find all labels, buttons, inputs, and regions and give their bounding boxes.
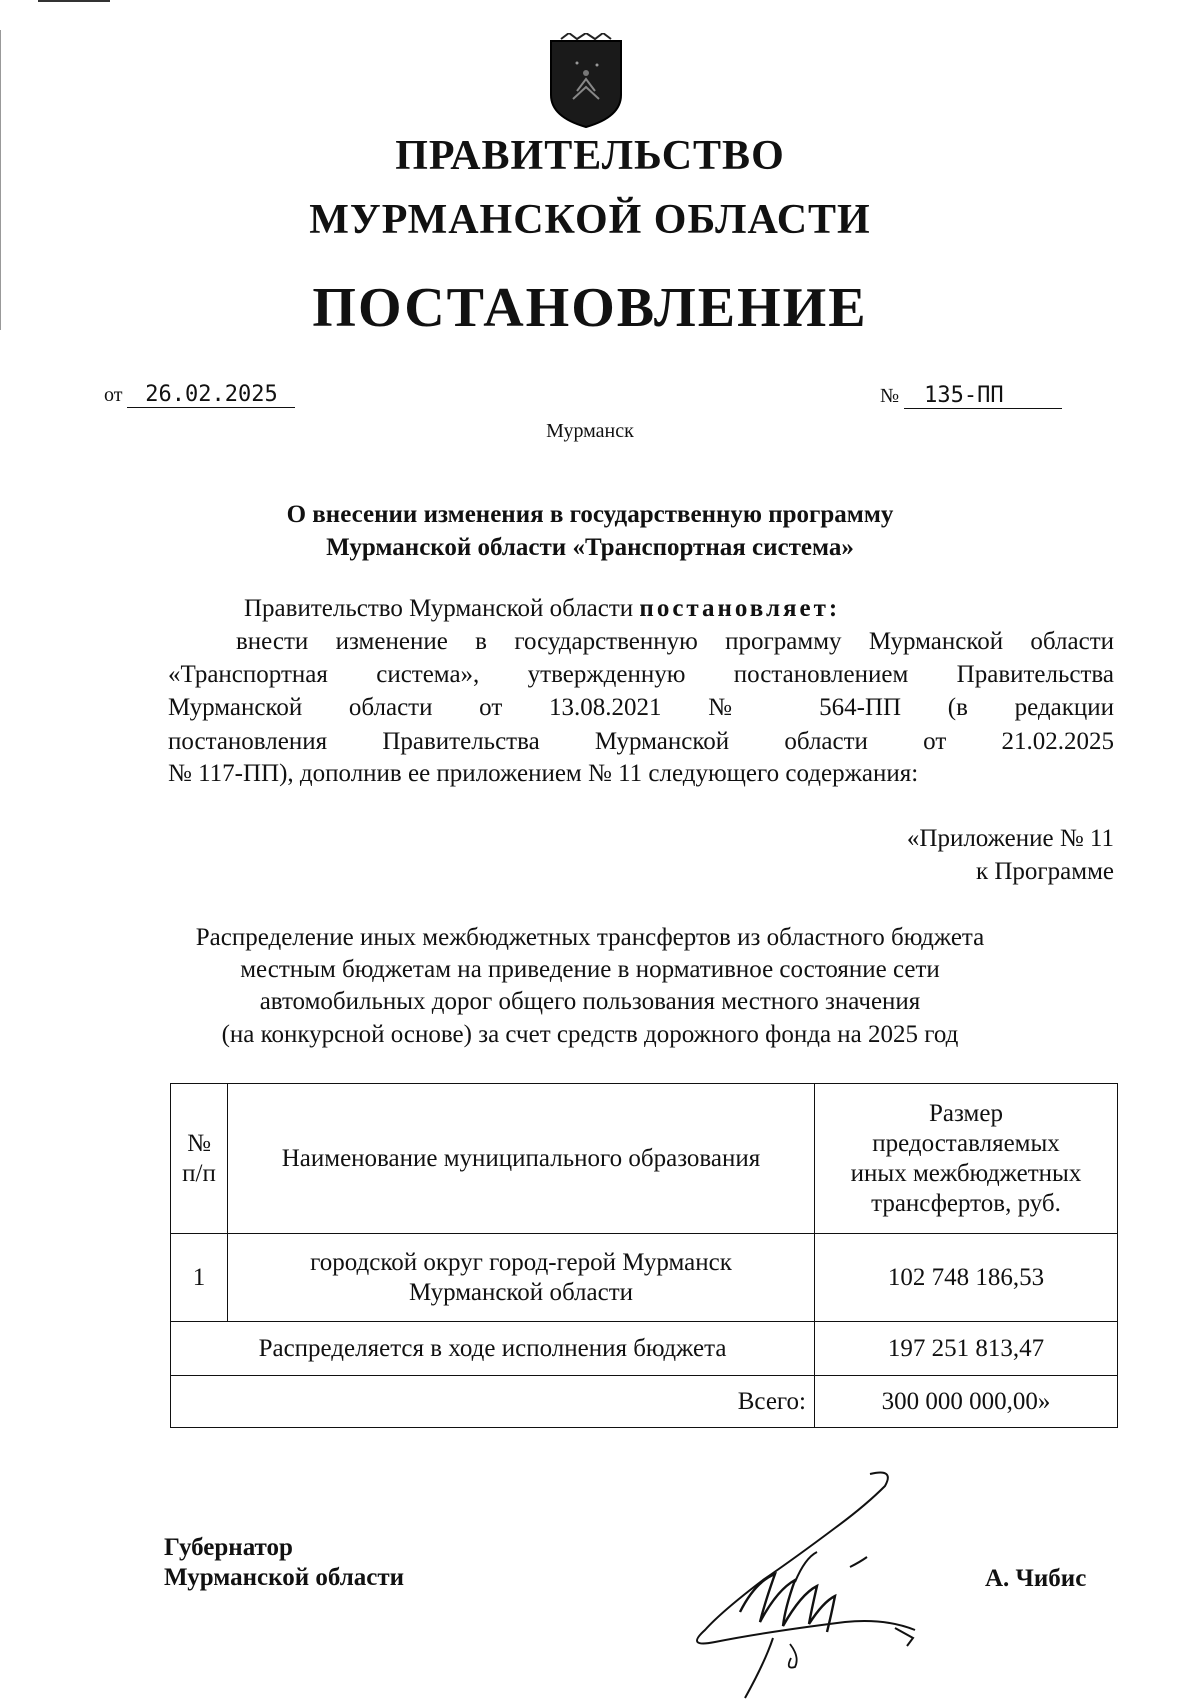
org-title-line1: ПРАВИТЕЛЬСТВО xyxy=(395,133,785,179)
body-line-5: № 117-ПП), дополнив ее приложением № 11 следующего содержания: xyxy=(168,760,919,787)
appendix-line2: к Программе xyxy=(975,858,1114,885)
preamble-verb: постановляет: xyxy=(639,595,841,622)
handwritten-signature xyxy=(645,1462,935,1702)
table-row xyxy=(171,1234,1118,1322)
number-line xyxy=(880,384,1062,409)
document-type-title: ПОСТАНОВЛЕНИЕ xyxy=(312,277,868,339)
row1-name-line1: городской округ город-герой Мурманск xyxy=(310,1248,732,1276)
header-amount xyxy=(815,1084,1118,1234)
row1-municipality xyxy=(228,1234,815,1322)
table-header-row xyxy=(171,1084,1118,1234)
document-number: 135-ПП xyxy=(904,384,1062,409)
row1-name-line2: Мурманской области xyxy=(408,1278,634,1306)
table-row xyxy=(171,1322,1118,1376)
preamble-actor: Правительство Мурманской области xyxy=(244,595,634,622)
table-title-line4: (на конкурсной основе) за счет средств дорожного фонда на 2025 год xyxy=(221,1021,959,1048)
city: Мурманск xyxy=(546,420,634,442)
body-line-2: «Транспортная система», утвержденную постановлением Правительства xyxy=(168,661,1114,688)
number-prefix: № xyxy=(880,385,900,407)
body-line-3: Мурманской области от 13.08.2021 № 564-ПП (в редакции xyxy=(168,694,1114,721)
document-date: 26.02.2025 xyxy=(127,383,295,408)
subject-line1: О внесении изменения в государственную программу xyxy=(286,501,894,528)
signatory-position xyxy=(164,1533,404,1593)
coat-of-arms-emblem xyxy=(547,33,625,129)
header-amount-line3: иных межбюджетных xyxy=(850,1159,1082,1187)
header-number xyxy=(171,1084,228,1234)
row1-number: 1 xyxy=(171,1234,228,1322)
row1-amount: 102 748 186,53 xyxy=(815,1234,1118,1322)
table-title-line2: местным бюджетам на приведение в нормативное состояние сети xyxy=(240,956,940,983)
table-total-row xyxy=(171,1376,1118,1428)
header-municipality: Наименование муниципального образования xyxy=(228,1084,815,1234)
date-prefix: от xyxy=(104,384,123,406)
total-amount: 300 000 000,00» xyxy=(815,1376,1118,1428)
subject-line2: Мурманской области «Транспортная система» xyxy=(326,534,854,561)
row2-amount: 197 251 813,47 xyxy=(815,1322,1118,1376)
signatory-position-line2: Мурманской области xyxy=(164,1564,405,1591)
scan-edge-top xyxy=(38,0,110,2)
row2-label: Распределяется в ходе исполнения бюджета xyxy=(171,1322,815,1376)
header-number-line1: № xyxy=(187,1129,211,1157)
table-title-line3: автомобильных дорог общего пользования местного значения xyxy=(259,988,921,1015)
table-title-line1: Распределение иных межбюджетных трансфертов из областного бюджета xyxy=(195,924,985,951)
date-line xyxy=(104,383,295,408)
body-line-4: постановления Правительства Мурманской области от 21.02.2025 xyxy=(168,728,1114,755)
header-number-line2: п/п xyxy=(182,1159,216,1187)
distribution-table xyxy=(170,1083,1118,1428)
header-amount-line1: Размер xyxy=(929,1099,1003,1127)
signatory-name: А. Чибис xyxy=(985,1565,1087,1592)
preamble xyxy=(244,593,840,624)
total-label: Всего: xyxy=(171,1376,815,1428)
signatory-position-line1: Губернатор xyxy=(164,1534,293,1561)
body-line-1: внести изменение в государственную программу Мурманской области xyxy=(236,628,1114,655)
header-amount-line4: трансфертов, руб. xyxy=(871,1189,1061,1217)
org-title-line2: МУРМАНСКОЙ ОБЛАСТИ xyxy=(309,197,871,243)
header-amount-line2: предоставляемых xyxy=(872,1129,1060,1157)
appendix-line1: «Приложение № 11 xyxy=(906,825,1114,852)
